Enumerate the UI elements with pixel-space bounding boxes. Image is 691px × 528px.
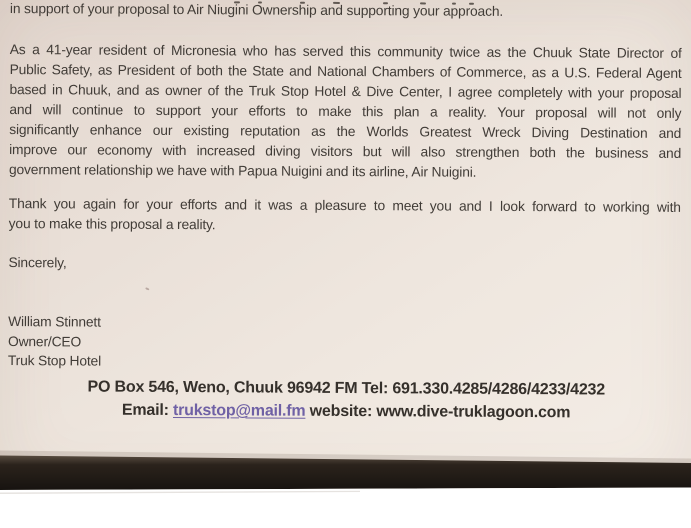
signature-name: William Stinnett: [8, 314, 101, 330]
signature-role: Owner/CEO: [7, 334, 82, 350]
body-line: based in Chuuk, and as owner of the Truk Stop Hotel & Dive Center, I agree completely with your proposal: [9, 82, 682, 101]
footer-contact-line: [4, 399, 689, 425]
closing: Sincerely,: [8, 255, 67, 271]
website-text: www.dive-truklagoon.com: [376, 403, 571, 422]
body-line: government relationship we have with Papua Nuigini and its airline, Air Nuigini.: [8, 162, 477, 180]
email-link: trukstop@mail.fm: [172, 402, 306, 420]
body-line: in support of your proposal to Air Niugini Ownership and supporting your approach.: [9, 1, 504, 19]
email-label: Email:: [121, 401, 169, 419]
body-line: and will continue to support your efforts to make this plan a reality. Your proposal will not only: [9, 102, 682, 121]
website-label: website:: [309, 402, 373, 421]
body-line: you to make this proposal a reality.: [8, 216, 216, 233]
body-line: Public Safety, as President of both the State and National Chambers of Commerce, as a U.S. Federal Agent: [9, 62, 682, 81]
footer-address-line: PO Box 546, Weno, Chuuk 96942 FM Tel: 691.330.4285/4286/4233/4232: [87, 378, 606, 399]
signature-company: Truk Stop Hotel: [7, 353, 102, 369]
body-line: As a 41-year resident of Micronesia who has served this community twice as the Chuuk State Director of: [9, 42, 682, 61]
body-line: improve our economy with increased diving visitors but will also strengthen both the business and: [9, 142, 682, 161]
dust-speck: [145, 287, 149, 291]
body-line: Thank you again for your efforts and it was a pleasure to meet you and I look forward to working with: [8, 196, 681, 215]
body-line: significantly enhance our existing reputation as the Worlds Greatest Wreck Diving Destination and: [9, 122, 682, 141]
